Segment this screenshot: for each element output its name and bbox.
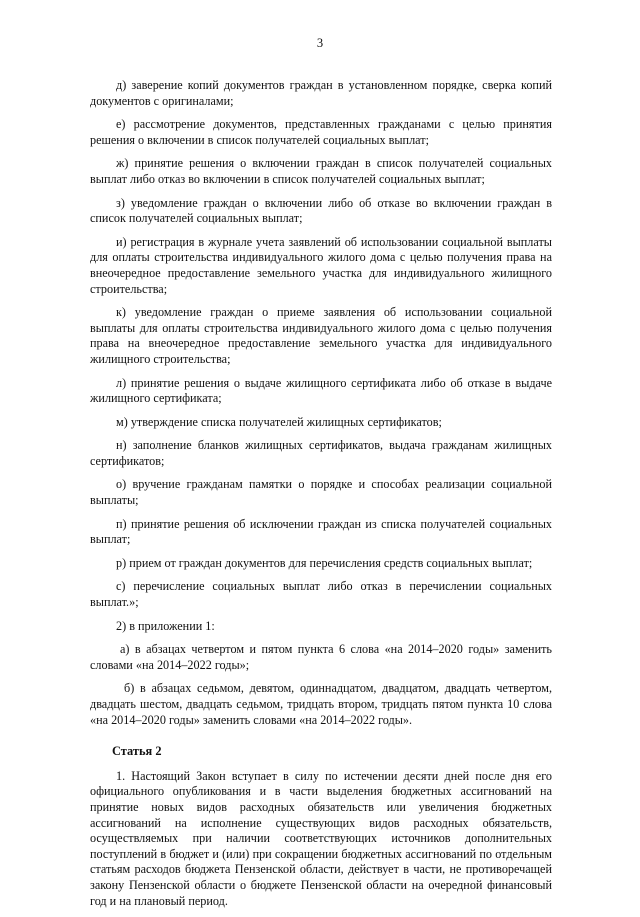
appendix-intro: 2) в приложении 1:: [116, 618, 215, 633]
appendix-item-b: б) в абзацах седьмом, девятом, одиннадцатом, двадцатом, двадцать четвертом, двадцать шестом, двадцать седьмом, тридцать втором, тридцать пятом пункта 10 слова «на 2014–2020 годы» заменить словами «на 2014–2022 годы».: [90, 681, 552, 727]
list-item-i: и) регистрация в журнале учета заявлений об использовании социальной выплаты для оплаты строительства индивидуального жилого дома с целью получения права на внеочередное предоставление земельного участка для индивидуального жилищного строительства;: [90, 234, 552, 296]
list-item-d: д) заверение копий документов граждан в установленном порядке, сверка копий документов с оригиналами;: [90, 78, 552, 108]
list-item-m: м) утверждение списка получателей жилищных сертификатов;: [116, 414, 442, 429]
document-body: [90, 78, 552, 917]
page-number: 3: [316, 36, 324, 50]
list-item-s: с) перечисление социальных выплат либо отказ в перечислении социальных выплат.»;: [90, 579, 552, 610]
list-item-z: з) уведомление граждан о включении либо об отказе во включении граждан в список получателей социальных выплат;: [90, 195, 552, 226]
list-item-zh: ж) принятие решения о включении граждан в список получателей социальных выплат либо отказ во включении в список получателей социальных выплат;: [90, 156, 552, 186]
appendix-item-a: а) в абзацах четвертом и пятом пункта 6 слова «на 2014–2020 годы» заменить словами «на 2014–2022 годы»;: [90, 642, 552, 672]
list-item-e: е) рассмотрение документов, представленных гражданами с целью принятия решения о включении в список получателей социальных выплат;: [90, 117, 552, 147]
list-item-n: н) заполнение бланков жилищных сертификатов, выдача гражданам жилищных сертификатов;: [90, 438, 552, 468]
list-item-k: к) уведомление граждан о приеме заявления об использовании социальной выплаты для оплаты строительства индивидуального жилого дома с целью получения права на внеочередное предоставление земельного участка для индивидуального жилищного строительства;: [90, 305, 552, 366]
article-paragraph: 1. Настоящий Закон вступает в силу по истечении десяти дней после дня его официального опубликования и в части выделения бюджетных ассигнований на принятие новых видов расходных обязательств или увеличения бюджетных ассигнований на исполнение существующих видов расходных обязательств, осуществляемых при наличии соответствующих источников дополнительных поступлений в бюджет и (или) при сокращении бюджетных ассигнований по отдельным статьям расходов бюджета Пензенской области, действует в части, не противоречащей закону Пензенской области о бюджете Пензенской области на очередной финансовый год и на плановый период.: [90, 768, 552, 908]
list-item-r: р) прием от граждан документов для перечисления средств социальных выплат;: [116, 555, 533, 570]
article-heading: Статья 2: [112, 744, 162, 759]
list-item-o: о) вручение гражданам памятки о порядке и способах реализации социальной выплаты;: [90, 477, 552, 508]
list-item-l: л) принятие решения о выдаче жилищного сертификата либо об отказе в выдаче жилищного сертификата;: [90, 375, 552, 406]
list-item-p: п) принятие решения об исключении граждан из списка получателей социальных выплат;: [90, 516, 552, 547]
